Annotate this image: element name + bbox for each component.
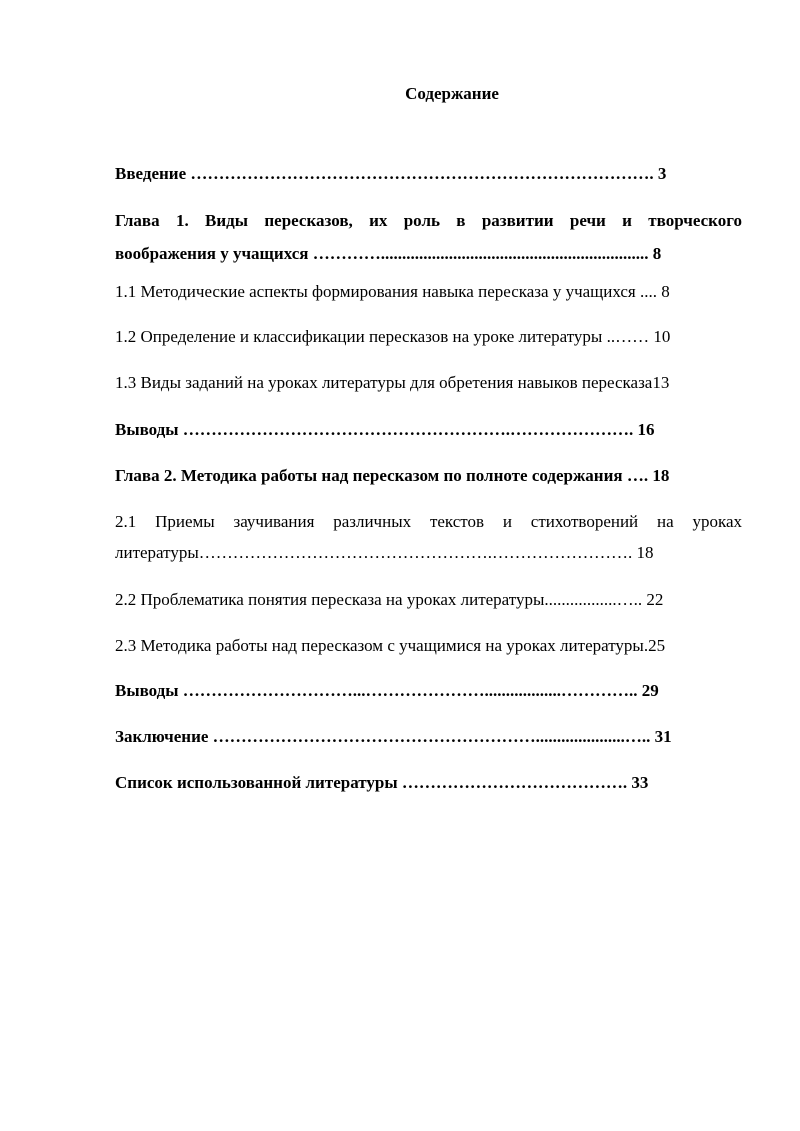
toc-entry-conclusions-1: Выводы ………………………………………………….…………………. 16	[115, 420, 655, 439]
toc-entry-1-2: 1.2 Определение и классификации пересказов на уроке литературы ..…… 10	[115, 327, 671, 346]
toc-entry-chapter-1-line-2: воображения у учащихся …………............................................................... 8	[115, 244, 662, 263]
toc-entry-2-2: 2.2 Проблематика понятия пересказа на уроках литературы.................….. 22	[115, 590, 664, 609]
toc-entry-chapter-1-line-1: Глава 1. Виды пересказов, их роль в развитии речи и творческого	[115, 211, 742, 230]
toc-entry-2-1-line-1: 2.1 Приемы заучивания различных текстов и стихотворений на уроках	[115, 512, 742, 531]
toc-entry-chapter-2: Глава 2. Методика работы над пересказом по полноте содержания …. 18	[115, 466, 670, 485]
toc-entry-1-1: 1.1 Методические аспекты формирования навыка пересказа у учащихся .... 8	[115, 282, 670, 301]
toc-entry-2-1-line-2: литературы…………………………………………….……………………. 18	[115, 543, 654, 562]
toc-entry-1-3: 1.3 Виды заданий на уроках литературы для обретения навыков пересказа13	[115, 373, 670, 392]
toc-entry-2-3: 2.3 Методика работы над пересказом с учащимися на уроках литературы.25	[115, 636, 666, 655]
page-title: Содержание	[405, 84, 499, 103]
toc-entry-conclusions-2: Выводы …………………………...…………………..................………….. 29	[115, 681, 659, 700]
toc-entry-bibliography: Список использованной литературы …………………………………. 33	[115, 773, 649, 792]
toc-entry-introduction: Введение ………………………………………………………………………. 3	[115, 164, 667, 183]
toc-entry-conclusion: Заключение ………………………………………………….....................….. 31	[115, 727, 672, 746]
